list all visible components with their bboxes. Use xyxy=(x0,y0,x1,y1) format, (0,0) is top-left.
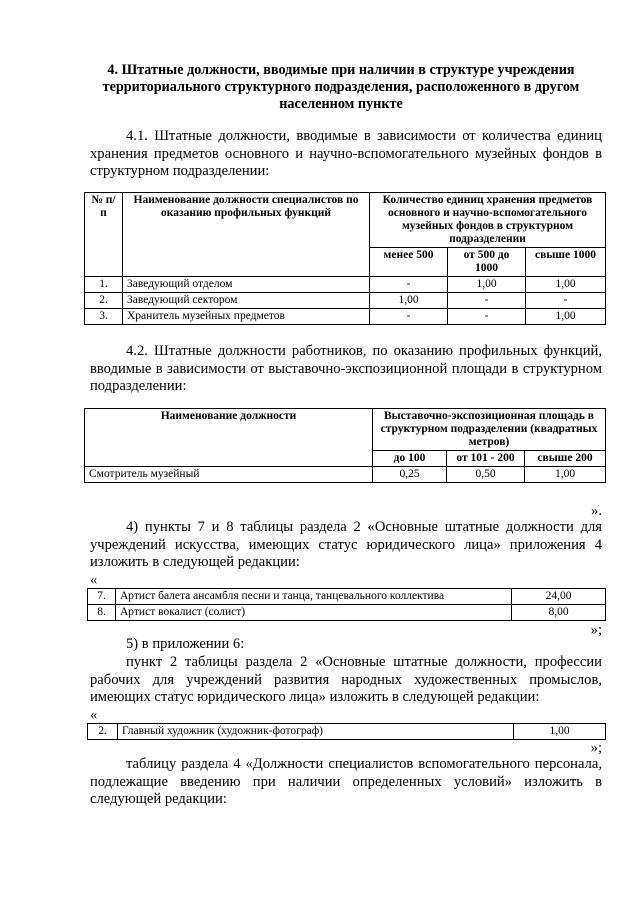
paragraph-4-2-text: 4.2. Штатные должности работников, по оказанию профильных функций, вводимые в зависимости от выставочно-экспозиционной площади в структурном подразделении: xyxy=(90,343,602,394)
row-value: - xyxy=(526,293,606,309)
row-name: Смотритель музейный xyxy=(85,467,373,483)
row-name: Главный художник (художник-фотограф) xyxy=(118,724,514,740)
section-heading: 4. Штатные должности, вводимые при наличии в структуре учреждения территориального структурного подразделения, расположенного в другом населенном пункте xyxy=(102,62,580,112)
paragraph-4-1 xyxy=(90,128,602,181)
row-num: 1. xyxy=(85,277,123,293)
table-row xyxy=(85,277,606,293)
closing-quote: »; xyxy=(590,740,602,756)
row-value: 1,00 xyxy=(448,277,526,293)
table-row xyxy=(85,467,606,483)
row-value: 8,00 xyxy=(512,605,606,621)
row-value: 1,00 xyxy=(370,293,448,309)
row-num: 7. xyxy=(88,589,116,605)
row-num: 2. xyxy=(88,724,118,740)
paragraph-4-2 xyxy=(90,343,602,396)
row-name: Артист балета ансамбля песни и танца, танцевального коллектива xyxy=(116,589,512,605)
table2-header-group: Выставочно-экспозиционная площадь в структурном подразделении (квадратных метров) xyxy=(373,409,606,451)
row-value: - xyxy=(448,309,526,325)
table-row xyxy=(85,293,606,309)
paragraph-5b xyxy=(90,654,602,707)
row-name: Заведующий сектором xyxy=(123,293,370,309)
row-value: 0,25 xyxy=(373,467,447,483)
row-num: 8. xyxy=(88,605,116,621)
closing-quote: ». xyxy=(591,503,602,519)
row-value: 1,00 xyxy=(525,467,606,483)
table-row xyxy=(88,605,606,621)
table2-subheader: от 101 - 200 xyxy=(447,451,525,467)
row-num: 2. xyxy=(85,293,123,309)
paragraph-4-1-text: 4.1. Штатные должности, вводимые в зависимости от количества единиц хранения предметов основного и научно-вспомогательного музейных фондов в структурном подразделении: xyxy=(90,128,602,179)
row-value: 1,00 xyxy=(514,724,606,740)
row-value: - xyxy=(370,277,448,293)
row-value: 1,00 xyxy=(526,277,606,293)
paragraph-4-text: 4) пункты 7 и 8 таблицы раздела 2 «Основные штатные должности для учреждений искусства, имеющих статус юридического лица» приложения 4 изложить в следующей редакции: xyxy=(90,519,602,570)
closing-quote: »; xyxy=(590,622,602,638)
row-name: Заведующий отделом xyxy=(123,277,370,293)
table-storage-units xyxy=(84,192,606,325)
table-row xyxy=(85,309,606,325)
paragraph-6 xyxy=(90,756,602,809)
paragraph-5 xyxy=(90,636,602,654)
row-value: 0,50 xyxy=(447,467,525,483)
paragraph-6-text: таблицу раздела 4 «Должности специалистов вспомогательного персонала, подлежащие введению при наличии определенных условий» изложить в следующей редакции: xyxy=(90,756,602,807)
table-exhibition-area xyxy=(84,408,606,483)
table1-header-name: Наименование должности специалистов по оказанию профильных функций xyxy=(123,193,370,277)
row-num: 3. xyxy=(85,309,123,325)
table-row xyxy=(88,589,606,605)
table-crafts-positions xyxy=(87,723,606,740)
paragraph-5b-text: пункт 2 таблицы раздела 2 «Основные штатные должности, профессии рабочих для учреждений развития народных художественных промыслов, имеющих статус юридического лица» изложить в следующей редакции: xyxy=(90,654,602,705)
row-name: Артист вокалист (солист) xyxy=(116,605,512,621)
row-value: - xyxy=(370,309,448,325)
table1-header-group: Количество единиц хранения предметов основного и научно-вспомогательного музейных фондов в структурном подразделении xyxy=(370,193,606,248)
table1-header-num: № п/п xyxy=(85,193,123,277)
row-value: 1,00 xyxy=(526,309,606,325)
table1-subheader: менее 500 xyxy=(370,248,448,277)
table1-subheader: свыше 1000 xyxy=(526,248,606,277)
paragraph-4 xyxy=(90,519,602,572)
table-row xyxy=(88,724,606,740)
table2-header-name: Наименование должности xyxy=(85,409,373,467)
paragraph-5-text: 5) в приложении 6: xyxy=(126,636,245,652)
table2-subheader: свыше 200 xyxy=(525,451,606,467)
row-name: Хранитель музейных предметов xyxy=(123,309,370,325)
opening-quote: « xyxy=(90,707,98,723)
table2-subheader: до 100 xyxy=(373,451,447,467)
opening-quote: « xyxy=(90,572,98,588)
table-art-positions xyxy=(87,588,606,621)
table1-subheader: от 500 до 1000 xyxy=(448,248,526,277)
row-value: - xyxy=(448,293,526,309)
row-value: 24,00 xyxy=(512,589,606,605)
